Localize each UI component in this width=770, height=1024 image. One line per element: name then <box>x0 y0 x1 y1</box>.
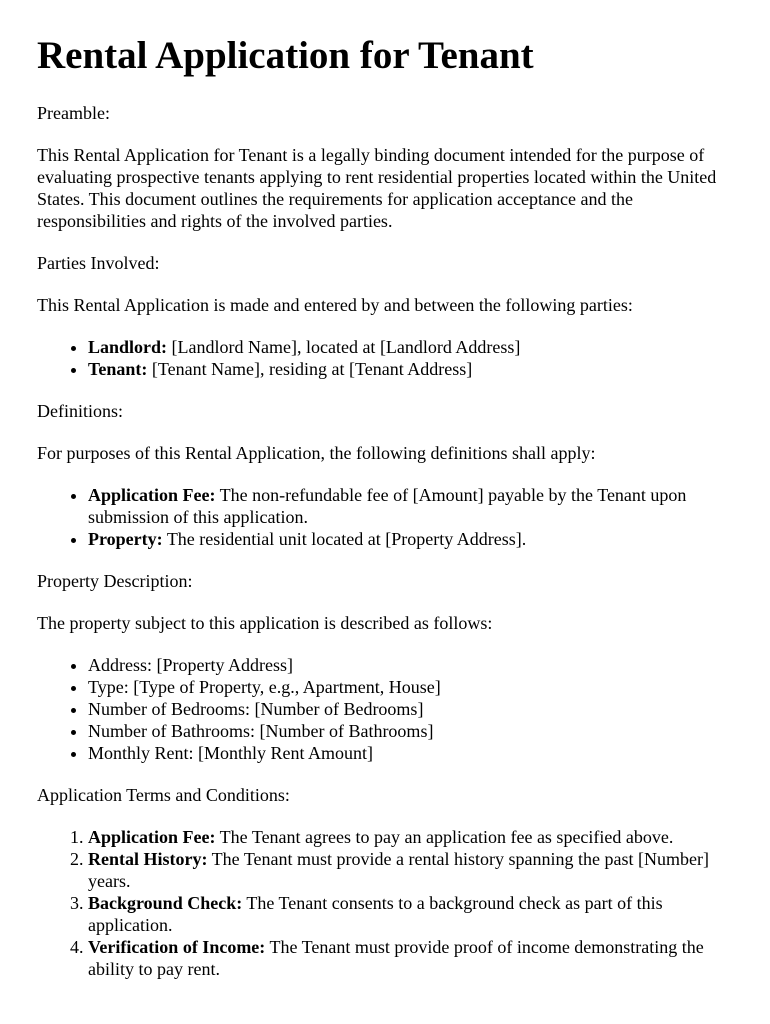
terms-list <box>37 826 734 980</box>
property-list <box>37 654 734 764</box>
terms-heading: Application Terms and Conditions: <box>37 785 290 805</box>
item-label: Tenant: <box>88 359 148 379</box>
list-item-tenant <box>88 358 734 380</box>
list-item-rental-history <box>88 848 734 892</box>
list-item-application-fee-term <box>88 826 734 848</box>
list-item: • Number of Bathrooms: [Number of Bathrooms] <box>88 720 734 742</box>
item-text: The Tenant must provide a rental history spanning the past [Number] years. <box>88 849 709 891</box>
item-label: Rental History: <box>88 849 208 869</box>
item-text: The residential unit located at [Property Address]. <box>162 529 527 549</box>
definitions-list <box>37 484 734 550</box>
item-text: [Landlord Name], located at [Landlord Address] <box>167 337 521 357</box>
list-item: • Monthly Rent: [Monthly Rent Amount] <box>88 742 734 764</box>
definitions-heading: Definitions: <box>37 401 123 421</box>
item-label: Background Check: <box>88 893 243 913</box>
item-text: [Tenant Name], residing at [Tenant Address] <box>147 359 473 379</box>
item-label: Application Fee: <box>88 485 216 505</box>
item-label: Verification of Income: <box>88 937 266 957</box>
item-text: The Tenant consents to a background check as part of this application. <box>88 893 663 935</box>
preamble-heading: Preamble: <box>37 103 110 123</box>
property-heading: Property Description: <box>37 571 193 591</box>
definitions-intro: For purposes of this Rental Application, the following definitions shall apply: <box>37 443 596 463</box>
list-item: • Type: [Type of Property, e.g., Apartment, House] <box>88 676 734 698</box>
list-item-property <box>88 528 734 550</box>
parties-intro: This Rental Application is made and entered by and between the following parties: <box>37 295 633 315</box>
list-item-verification-of-income <box>88 936 734 980</box>
list-item: • Address: [Property Address] <box>88 654 734 676</box>
list-item-application-fee <box>88 484 734 528</box>
property-intro: The property subject to this application is described as follows: <box>37 613 493 633</box>
item-label: Property: <box>88 529 163 549</box>
document-title: Rental Application for Tenant <box>37 34 534 77</box>
parties-heading: Parties Involved: <box>37 253 160 273</box>
list-item-background-check <box>88 892 734 936</box>
parties-list <box>37 336 734 380</box>
list-item: • Number of Bedrooms: [Number of Bedrooms] <box>88 698 734 720</box>
item-label: Landlord: <box>88 337 168 357</box>
item-label: Application Fee: <box>88 827 216 847</box>
item-text: The non-refundable fee of [Amount] payable by the Tenant upon submission of this application. <box>88 485 687 527</box>
item-text: The Tenant must provide proof of income demonstrating the ability to pay rent. <box>88 937 704 979</box>
preamble-text: This Rental Application for Tenant is a legally binding document intended for the purpose of evaluating prospective tenants applying to rent residential properties located within the United States. This document outlines the requirements for application acceptance and the responsibilities and rights of the involved parties. <box>37 145 717 231</box>
list-item-landlord <box>88 336 734 358</box>
item-text: The Tenant agrees to pay an application fee as specified above. <box>215 827 674 847</box>
